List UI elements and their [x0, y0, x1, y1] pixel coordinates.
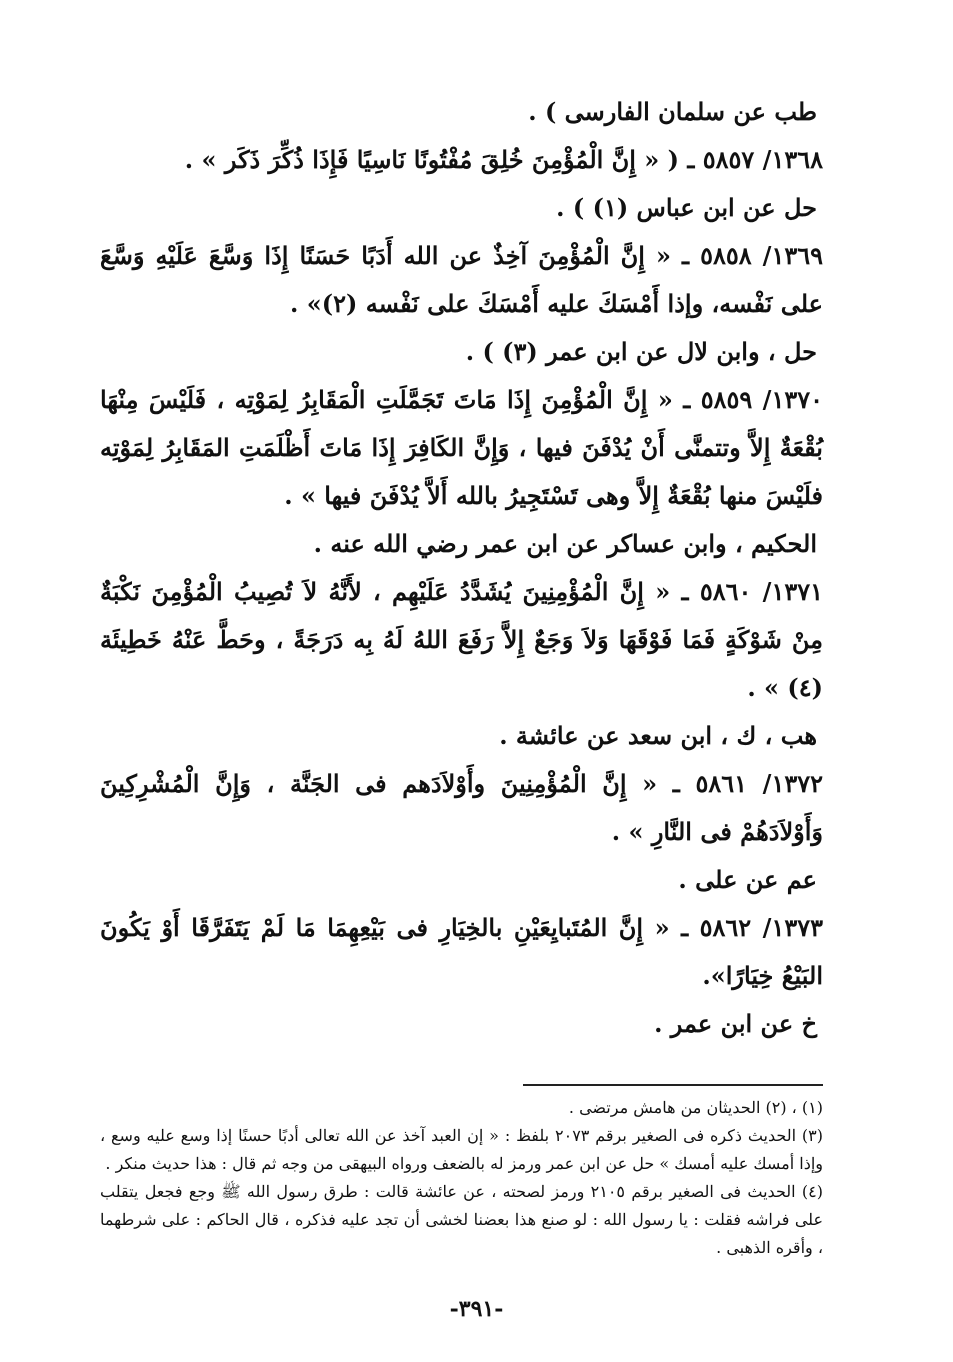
footnote-4: (٤) الحديث فى الصغير برقم ٢١٠٥ ورمز لصحته ، عن عائشة قالت : طرق رسول الله ﷺ وجع فجعل يتقلب على فراشه فقلت : يا رسول الله : لو صنع هذا بعضنا لخشى أن تجد عليه فذكره ، قال الحاكم : على شرطهما ، وأقره الذهبى . [100, 1182, 823, 1257]
source-line: خ عن ابن عمر . [654, 1009, 817, 1038]
source-line: طب عن سلمان الفارسى ) . [528, 97, 817, 126]
page-number: -٣٩١- [449, 1296, 504, 1322]
footnote-3: (٣) الحديث ذكره فى الصغير برقم ٢٠٧٣ بلفظ : « إن العبد آخذ عن الله تعالى أدبًا حسنًا إذا وسع عليه وسع ، وإذا أمسك عليه أمسك » حل عن ابن عمر ورمز له بالضعف ورواه البيهقى من وجه ثم قال : هذا حديث منكر . [100, 1126, 823, 1173]
hadith-1373: ١٣٧٣/ ٥٨٦٢ ـ « إِنَّ المُتَبايِعَيْنِ بالخِيَارِ فى بَيْعِهِمَا مَا لَمْ يَتَفَرَّقَا أَوْ يَكُونَ البَيْعُ خِيَارًا». [100, 913, 824, 990]
hadith-1369: ١٣٦٩/ ٥٨٥٨ ـ « إِنَّ الْمُؤْمِنَ آخِذٌ عن الله أَدَبًا حَسَنًا إِذَا وَسَّعَ عَلَيْهِ وَسَّعَ على نَفْسه، وإذا أَمْسَكَ عليه أَمْسَكَ على نَفْسه (٢)» . [100, 241, 823, 318]
source-line: حل ، وابن لال عن ابن عمر (٣) ) . [465, 337, 817, 366]
source-line: عم عن على . [678, 865, 817, 894]
source-line: حل عن ابن عباس (١) ) . [556, 193, 817, 222]
hadith-1372: ١٣٧٢/ ٥٨٦١ ـ « إِنَّ الْمُؤْمِنِينَ وأَوْلاَدَهم فى الجَنَّة ، وَإِنَّ الْمُشْرِكِينَ وَأَوْلاَدَهُمْ فى النَّارِ » . [100, 769, 823, 846]
source-line: الحكيم ، وابن عساكر عن ابن عمر رضي الله عنه . [313, 529, 817, 558]
footnote-1-2: (١) ، (٢) الحديثان من هامش مرتضى . [568, 1098, 823, 1117]
hadith-1368: ١٣٦٨/ ٥٨٥٧ ـ ( « إِنَّ الْمُؤْمِنَ خُلِقَ مُفْتُونًا نَاسِيًا فَإِذَا ذُكِّرَ ذَكَر » . [184, 145, 823, 174]
footnote-divider [523, 1084, 823, 1086]
hadith-1370: ١٣٧٠/ ٥٨٥٩ ـ « إِنَّ الْمُؤْمِنَ إِذَا مَاتَ تَجَمَّلَتِ الْمَقَابِرُ لِمَوْتِه ، فَلَيْسَ مِنْهَا بُقْعَةٌ إِلاَّ وتتمنَّى أَنْ يُدْفَنَ فيها ، وَإِنَّ الكَافِرَ إِذَا مَاتَ أَظْلَمَتِ المَقَابِرُ لِمَوْتِه فلَيْسَ منها بُقْعَةٌ إِلاَّ وهى تَسْتَجِيرُ بالله أَلاَّ يُدْفَنَ فيها » . [100, 385, 823, 510]
source-line: هب ، ك ، ابن سعد عن عائشة . [499, 721, 817, 750]
hadith-1371: ١٣٧١/ ٥٨٦٠ ـ « إِنَّ الْمُؤْمِنِينَ يُشَدَّدُ عَلَيْهِم ، لأَنَّهُ لاَ تُصِيبُ الْمُؤْمِنَ نَكْبَةٌ مِنْ شَوْكَةٍ فَمَا فَوْقَهَا وَلاَ وَجَعٌ إِلاَّ رَفَعَ اللهُ لَهُ بِه دَرَجَةً ، وحَطَّ عَنْهُ خَطِيئَة (٤) » . [100, 577, 823, 702]
